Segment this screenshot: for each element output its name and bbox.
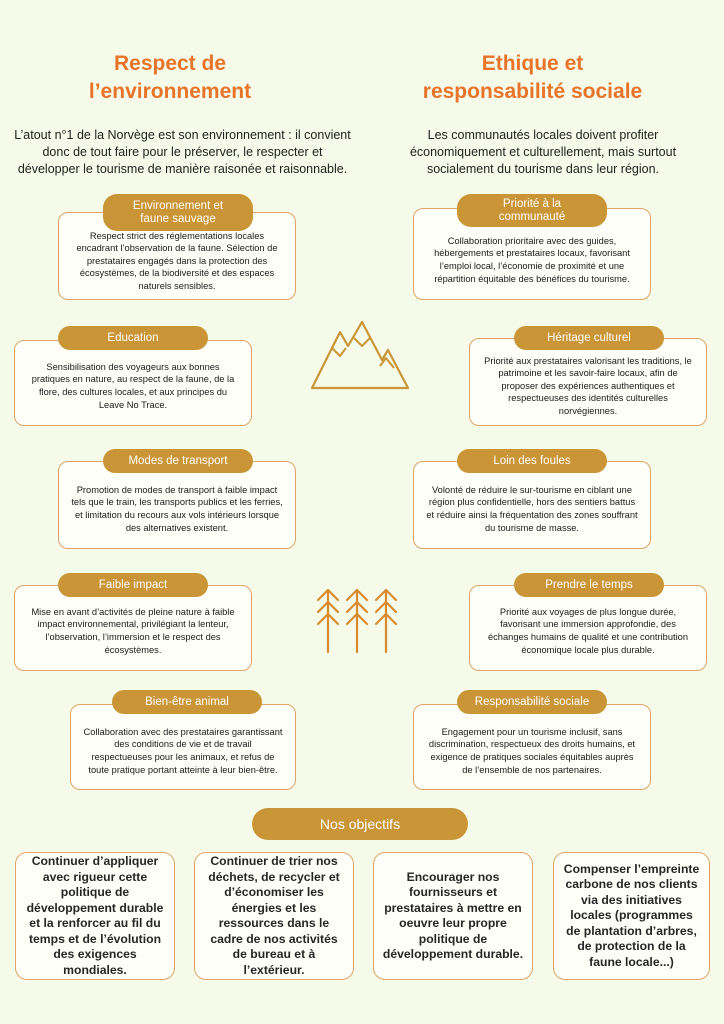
objective-card [373, 852, 533, 980]
pill-faible-impact: Faible impact [58, 573, 208, 597]
mountain-icon [310, 318, 410, 392]
objective-text: Continuer d’appliquer avec rigueur cette politique de développement durable et la renforcer au fil du temps et de l’évolution des exigences mondiales. [26, 854, 164, 977]
card-text: Mise en avant d’activités de pleine nature à faible impact environnemental, privilégiant la lenteur, l’observation, l’immersion et le respect des écosystèmes. [31, 606, 235, 655]
right-heading: Ethique et responsabilité sociale [422, 52, 643, 103]
pill-responsabilite: Responsabilité sociale [457, 690, 607, 714]
card-text: Engagement pour un tourisme inclusif, sans discrimination, respectueux des droits humains, et exigence de pratiques sociales équitables auprès de l’ensemble de nos partenaires. [428, 726, 636, 775]
card-text: Collaboration prioritaire avec des guides, hébergements et prestataires locaux, favorisant l’emploi local, l’économie de proximité et une répartition équitable des bénéfices du tourisme. [434, 235, 630, 284]
card-text: Volonté de réduire le sur-tourisme en ciblant une région plus confidentielle, hors des sentiers battus et réduire ainsi la fréquentation des zones souffrant du tourisme de masse. [426, 484, 638, 533]
card-text: Collaboration avec des prestataires garantissant des conditions de vie et de travail respectueuses pour les animaux, et refus de toute pratique portant atteinte à leur bien-être. [83, 726, 283, 775]
card-faible-impact [14, 585, 252, 671]
pill-transport: Modes de transport [103, 449, 253, 473]
pill-loin-des-foules: Loin des foules [457, 449, 607, 473]
card-bien-etre [70, 704, 296, 790]
card-loin-des-foules [413, 461, 651, 549]
card-heritage [469, 338, 707, 426]
objective-card [15, 852, 175, 980]
pill-heritage: Héritage culturel [514, 326, 664, 350]
card-text: Respect strict des réglementations locales encadrant l’observation de la faune. Sélection de prestataires engagés dans la protection des écosystèmes, de la biodiversité et des espaces naturels sensibles. [76, 230, 278, 291]
card-text: Priorité aux voyages de plus longue durée, favorisant une immersion approfondie, des échanges humains de qualité et une contribution économique locale plus durable. [487, 606, 689, 655]
objective-text: Continuer de trier nos déchets, de recycler et d’économiser les énergies et les ressources dans le cadre de nos activités de bureau et à l’extérieur. [208, 854, 340, 977]
pill-environnement: Environnement et faune sauvage [103, 194, 253, 231]
objectives-title: Nos objectifs [252, 808, 468, 840]
left-intro: L’atout n°1 de la Norvège est son environnement : il convient donc de tout faire pour le préserver, le respecter et développer le tourisme de manière raisonée et raisonnable. [14, 128, 351, 176]
left-heading: Respect de l’environnement [88, 52, 252, 103]
pill-prendre-le-temps: Prendre le temps [514, 573, 664, 597]
card-text: Sensibilisation des voyageurs aux bonnes pratiques en nature, au respect de la faune, de la flore, des cultures locales, et aux principes du Leave No Trace. [31, 361, 235, 410]
card-transport [58, 461, 296, 549]
pill-education: Education [58, 326, 208, 350]
card-education [14, 340, 252, 426]
card-responsabilite [413, 704, 651, 790]
card-prendre-le-temps [469, 585, 707, 671]
card-text: Priorité aux prestataires valorisant les traditions, le patrimoine et les savoir-faire locaux, afin de proposer des expériences authentiques et respectueuses des identités culturelles norvégiennes. [484, 355, 692, 416]
pill-bien-etre: Bien-être animal [112, 690, 262, 714]
card-text: Promotion de modes de transport à faible impact tels que le train, les transports publics et les ferries, et limitation du recours aux vols intérieurs lorsque des alternatives existent. [71, 484, 283, 533]
objective-card [194, 852, 354, 980]
objective-text: Compenser l’empreinte carbone de nos clients via des initiatives locales (programmes de plantation d’arbres, de protection de la faune locale...) [563, 861, 700, 969]
right-intro: Les communautés locales doivent profiter économiquement et culturellement, mais surtout socialement du tourisme dans leur région. [409, 128, 677, 176]
objective-card [553, 852, 710, 980]
objective-text: Encourager nos fournisseurs et prestataires à mettre en oeuvre leur propre politique de développement durable. [382, 869, 524, 961]
pill-communaute: Priorité à la communauté [457, 194, 607, 227]
trees-icon [314, 586, 400, 654]
